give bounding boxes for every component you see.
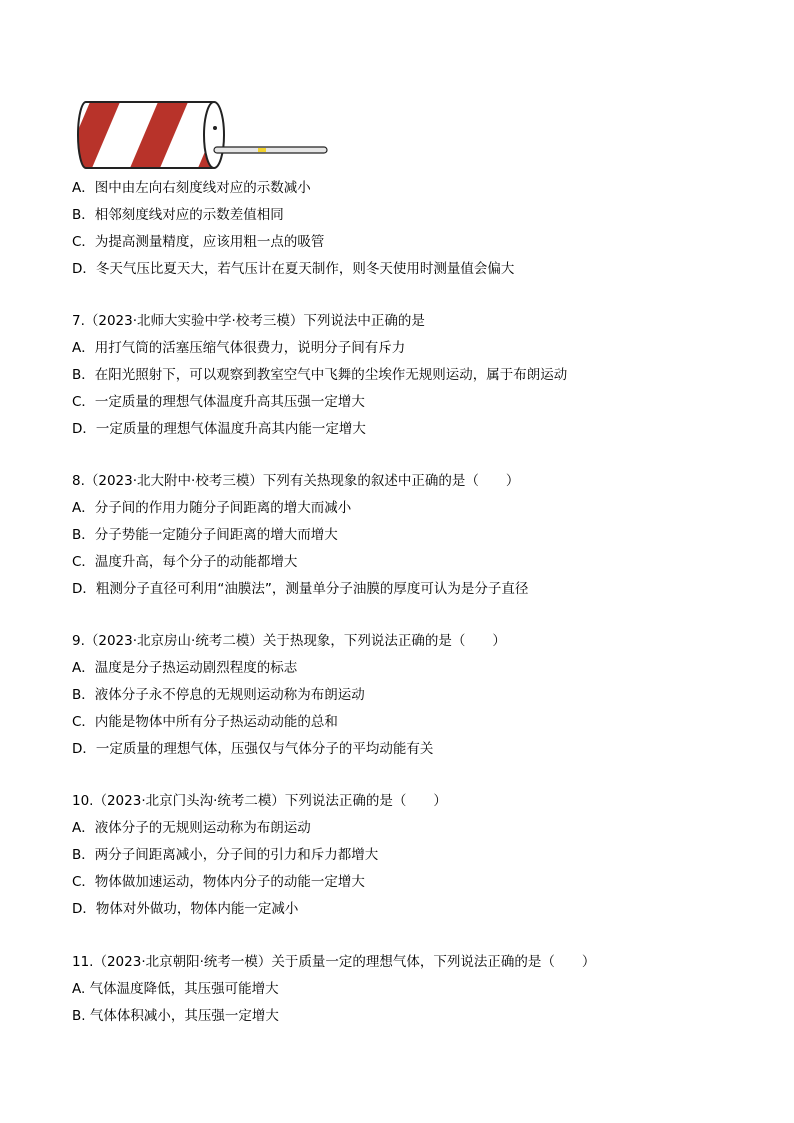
q7-option-a: A．用打气筒的活塞压缩气体很费力，说明分子间有斥力 xyxy=(72,340,406,356)
q8-option-b: B．分子势能一定随分子间距离的增大而增大 xyxy=(72,527,338,543)
q6-option-a: A．图中由左向右刻度线对应的示数减小 xyxy=(72,180,311,196)
gas-can-figure xyxy=(72,96,334,172)
can-lid xyxy=(204,102,224,168)
q6-option-b: B．相邻刻度线对应的示数差值相同 xyxy=(72,207,284,223)
q11-option-b: B. 气体体积减小，其压强一定增大 xyxy=(72,1008,279,1024)
can-hole xyxy=(213,126,217,130)
q10-stem: 10.（2023·北京门头沟·统考二模）下列说法正确的是（ ） xyxy=(72,793,447,809)
q6-option-c: C．为提高测量精度，应该用粗一点的吸管 xyxy=(72,234,325,250)
q9-option-d: D．一定质量的理想气体，压强仅与气体分子的平均动能有关 xyxy=(72,741,434,757)
q7-option-d: D．一定质量的理想气体温度升高其内能一定增大 xyxy=(72,421,366,437)
liquid-marker xyxy=(258,148,266,152)
q7-option-b: B．在阳光照射下，可以观察到教室空气中飞舞的尘埃作无规则运动，属于布朗运动 xyxy=(72,367,568,383)
straw xyxy=(214,147,327,153)
q6-option-d: D．冬天气压比夏天大，若气压计在夏天制作，则冬天使用时测量值会偏大 xyxy=(72,261,515,277)
q9-option-a: A．温度是分子热运动剧烈程度的标志 xyxy=(72,660,298,676)
q11-option-a: A. 气体温度降低，其压强可能增大 xyxy=(72,981,279,997)
q11-stem: 11.（2023·北京朝阳·统考一模）关于质量一定的理想气体，下列说法正确的是（ ） xyxy=(72,954,596,970)
q8-stem: 8.（2023·北大附中·校考三模）下列有关热现象的叙述中正确的是（ ） xyxy=(72,473,520,489)
q8-option-d: D．粗测分子直径可利用“油膜法”，测量单分子油膜的厚度可认为是分子直径 xyxy=(72,581,529,597)
q10-option-b: B．两分子间距离减小，分子间的引力和斥力都增大 xyxy=(72,847,379,863)
q10-option-c: C．物体做加速运动，物体内分子的动能一定增大 xyxy=(72,874,365,890)
q9-stem: 9.（2023·北京房山·统考二模）关于热现象，下列说法正确的是（ ） xyxy=(72,633,506,649)
q9-option-b: B．液体分子永不停息的无规则运动称为布朗运动 xyxy=(72,687,365,703)
can-body xyxy=(72,96,256,172)
q7-option-c: C．一定质量的理想气体温度升高其压强一定增大 xyxy=(72,394,365,410)
q7-stem: 7.（2023·北师大实验中学·校考三模）下列说法中正确的是 xyxy=(72,313,425,329)
q10-option-d: D．物体对外做功，物体内能一定减小 xyxy=(72,901,299,917)
q10-option-a: A．液体分子的无规则运动称为布朗运动 xyxy=(72,820,311,836)
q9-option-c: C．内能是物体中所有分子热运动动能的总和 xyxy=(72,714,338,730)
q8-option-a: A．分子间的作用力随分子间距离的增大而减小 xyxy=(72,500,352,516)
q8-option-c: C．温度升高，每个分子的动能都增大 xyxy=(72,554,298,570)
